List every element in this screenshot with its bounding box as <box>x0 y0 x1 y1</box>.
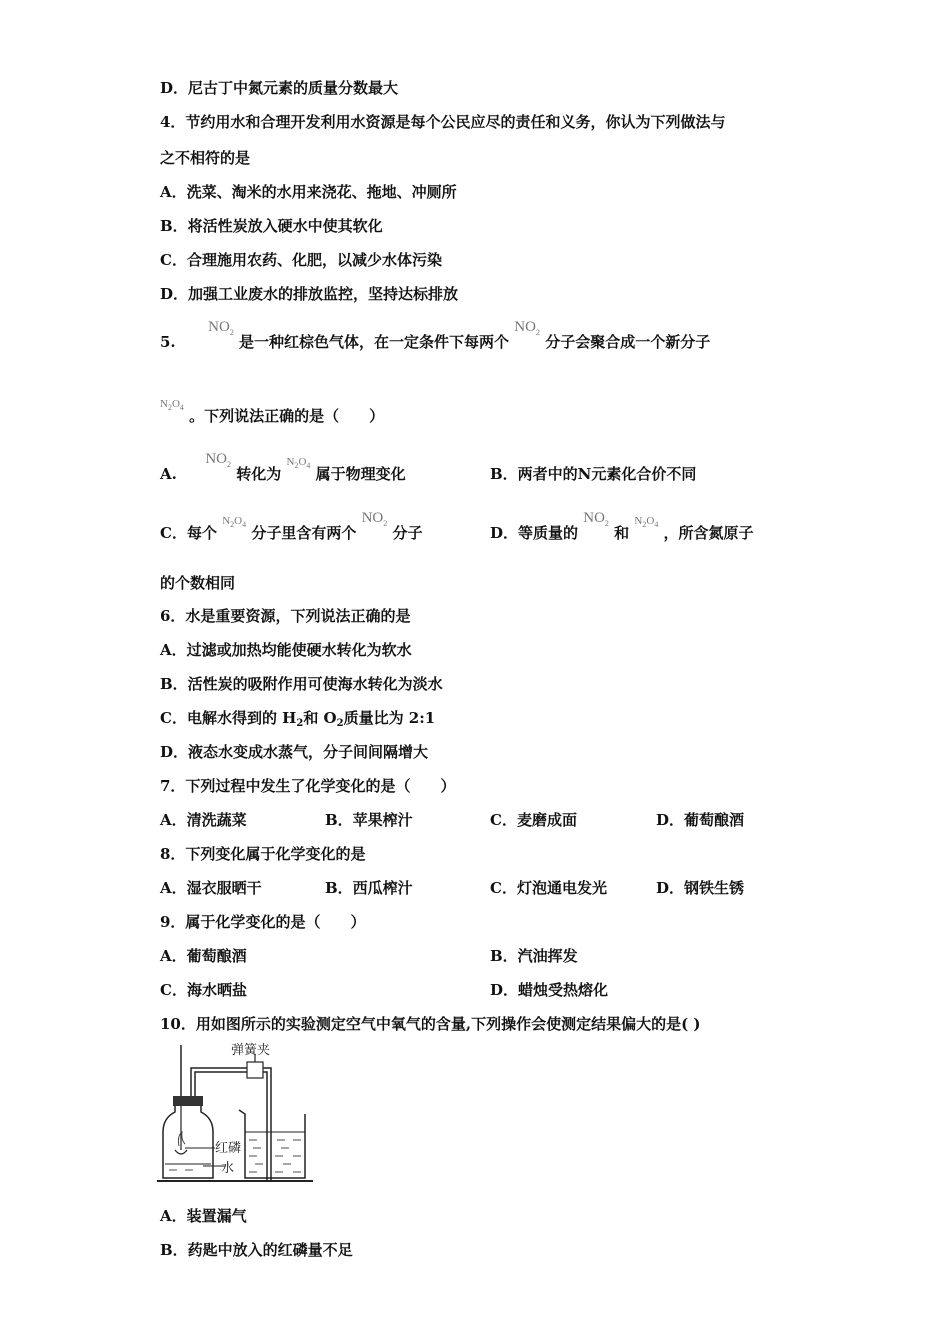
q7-option-a: A．清洗蔬菜 <box>160 811 247 829</box>
q5-stem-text-a: 是一种红棕色气体，在一定条件下每两个 <box>239 333 510 351</box>
apparatus-diagram <box>155 1040 320 1185</box>
q9-option-a: A．葡萄酿酒 <box>160 947 247 965</box>
q8-option-c: C．灯泡通电发光 <box>490 879 607 897</box>
q9-option-c: C．海水晒盐 <box>160 981 247 999</box>
formula-n2o4: $N_2O_4$ <box>286 456 311 471</box>
q9-option-d: D．蜡烛受热熔化 <box>490 981 609 999</box>
q5-stem-line1 <box>160 319 711 359</box>
q5-number: 5. <box>160 333 176 351</box>
q8-stem: 8．下列变化属于化学变化的是 <box>160 845 366 863</box>
label-spring-clip: 弹簧夹 <box>231 1043 271 1058</box>
q8-option-a: A．湿衣服晒干 <box>160 879 262 897</box>
q4-option-d: D．加强工业废水的排放监控，坚持达标排放 <box>160 285 459 303</box>
q7-stem: 7．下列过程中发生了化学变化的是（ ） <box>160 777 456 795</box>
formula-no2: $NO_2$ <box>208 319 234 337</box>
q4-option-a: A．洗菜、淘米的水用来浇花、拖地、冲厕所 <box>160 183 457 201</box>
q9-option-b: B．汽油挥发 <box>490 947 578 965</box>
q6-option-b: B．活性炭的吸附作用可使海水转化为淡水 <box>160 675 443 693</box>
q5-option-c: C．每个 $N_2O_4$ 分子里含有两个 $NO_2$ 分子 <box>160 510 423 542</box>
q9-stem: 9．属于化学变化的是（ ） <box>160 913 366 931</box>
q5-option-b: B．两者中的N元素化合价不同 <box>490 465 697 483</box>
formula-no2: $NO_2$ <box>514 319 540 337</box>
q6-option-d: D．液态水变成水蒸气，分子间间隔增大 <box>160 743 429 761</box>
q4-stem-line1: 4．节约用水和合理开发利用水资源是每个公民应尽的责任和义务，你认为下列做法与 <box>160 113 726 131</box>
q8-option-b: B．西瓜榨汁 <box>325 879 413 897</box>
q10-option-b: B．药匙中放入的红磷量不足 <box>160 1241 353 1259</box>
q8-option-d: D．钢铁生锈 <box>656 879 745 897</box>
formula-n2o4: $N_2O_4$ <box>634 515 659 530</box>
q4-option-b: B．将活性炭放入硬水中使其软化 <box>160 217 383 235</box>
formula-no2: $NO_2$ <box>361 510 388 528</box>
formula-no2: $NO_2$ <box>205 451 232 469</box>
q5-option-d: D．等质量的 $NO_2$ 和 $N_2O_4$ ，所含氮原子 <box>490 510 754 542</box>
q7-option-c: C．麦磨成面 <box>490 811 577 829</box>
q7-option-b: B．苹果榨汁 <box>325 811 413 829</box>
q4-stem-line2: 之不相符的是 <box>160 149 251 167</box>
label-red-phosphorus: 红磷 <box>215 1141 242 1156</box>
formula-no2: $NO_2$ <box>583 510 609 528</box>
formula-n2o4: $N_2O_4$ <box>222 515 247 530</box>
q7-option-d: D．葡萄酿酒 <box>656 811 745 829</box>
q5-option-a: A. $NO_2$ 转化为 $N_2O_4$ 属于物理变化 <box>160 451 406 483</box>
q4-option-c: C．合理施用农药、化肥，以减少水体污染 <box>160 251 442 269</box>
q6-stem: 6．水是重要资源，下列说法正确的是 <box>160 607 411 625</box>
q6-option-c: C．电解水得到的 $H_2$和 $O_2$质量比为 2:1 <box>160 709 436 729</box>
q5-stem-text-b: 分子会聚合成一个新分子 <box>545 333 711 351</box>
q5-option-d-continued: 的个数相同 <box>160 574 236 592</box>
q10-stem: 10．用如图所示的实验测定空气中氧气的含量,下列操作会使测定结果偏大的是( ) <box>160 1015 701 1033</box>
formula-n2o4: $N_2O_4$ <box>160 398 184 413</box>
q3-option-d: D．尼古丁中氮元素的质量分数最大 <box>160 79 399 97</box>
q10-option-a: A．装置漏气 <box>160 1207 247 1225</box>
q6-option-a: A．过滤或加热均能使硬水转化为软水 <box>160 641 412 659</box>
q5-stem-text-c: 。下列说法正确的是（ ） <box>189 407 385 425</box>
label-water: 水 <box>221 1161 235 1176</box>
q5-stem-line2 <box>160 398 385 432</box>
